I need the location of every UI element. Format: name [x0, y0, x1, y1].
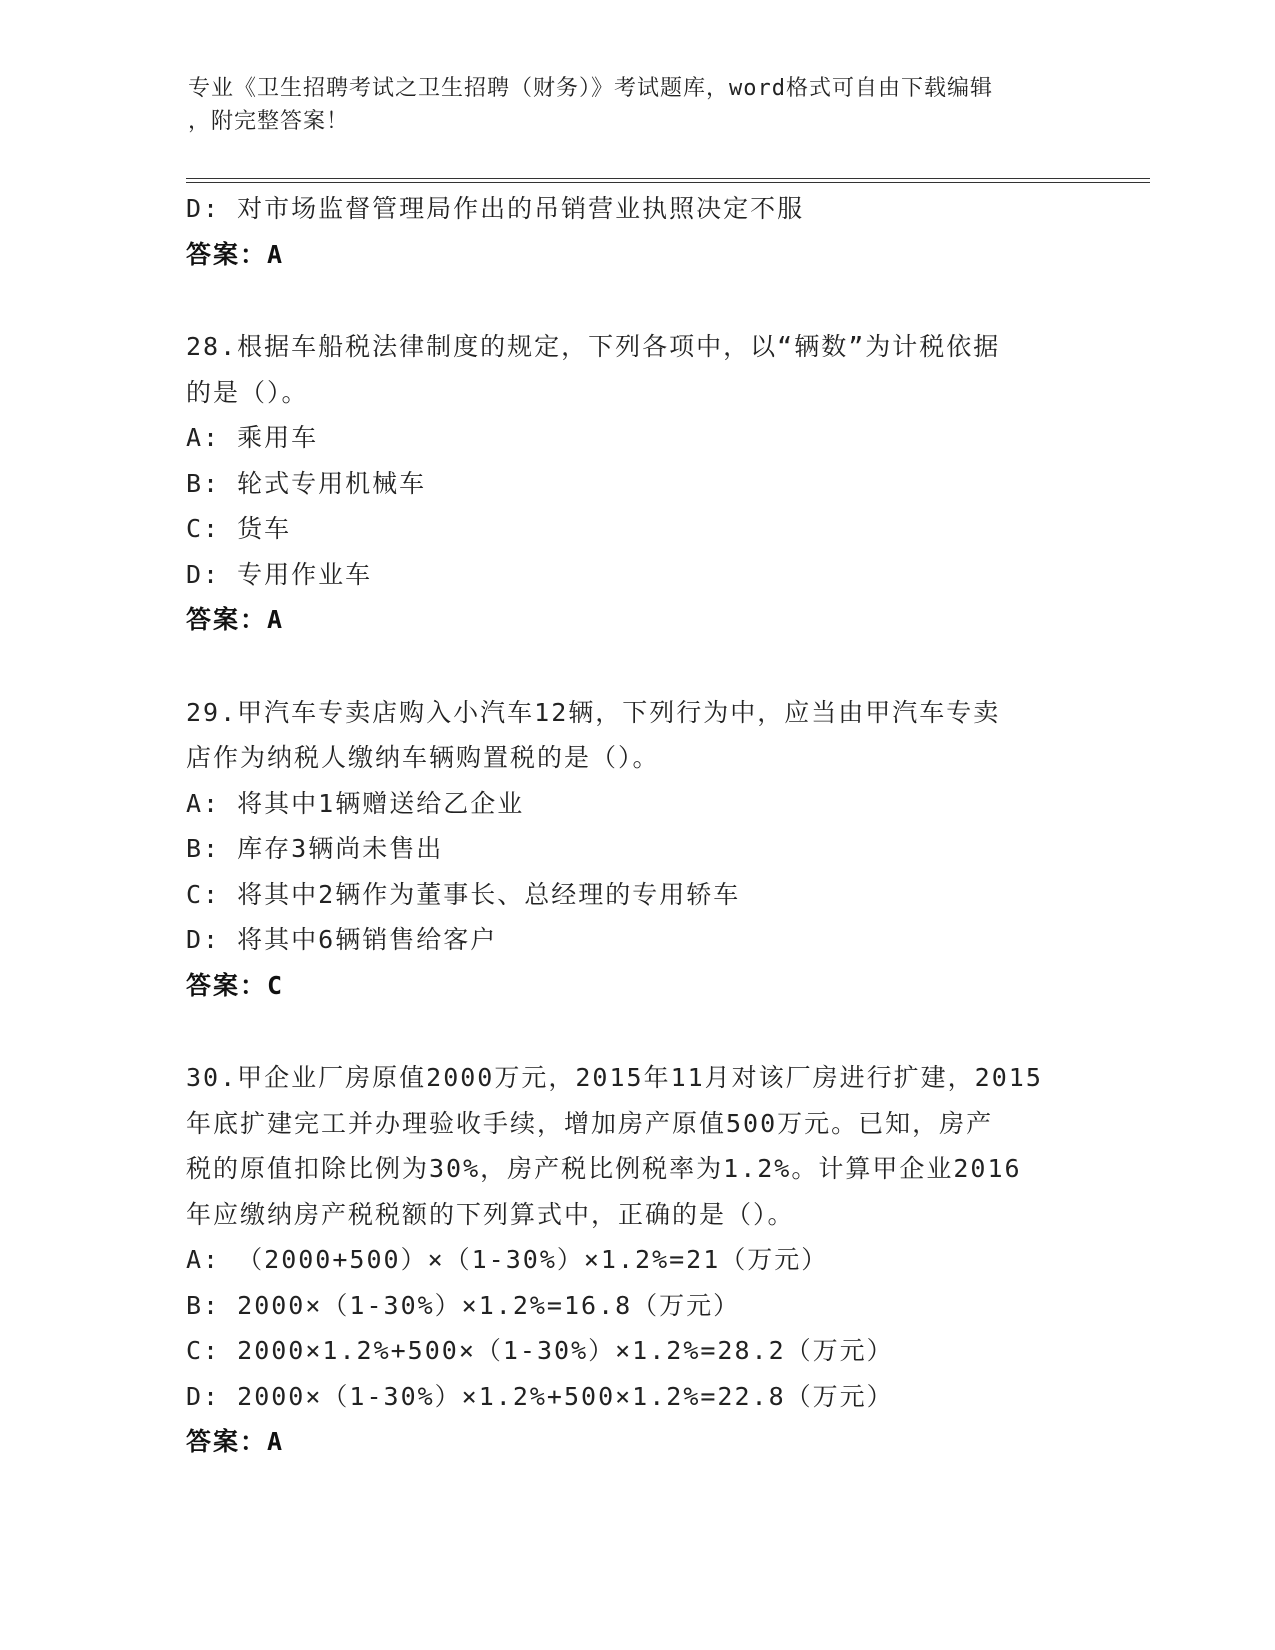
- answer-line: 答案：A: [186, 605, 285, 634]
- answer-line: 答案：C: [186, 970, 285, 1000]
- option-d: D: 将其中6辆销售给客户: [186, 925, 498, 954]
- question-content: [186, 186, 1086, 1465]
- answer-line: 答案：A: [186, 239, 285, 269]
- page-header: [188, 72, 1088, 138]
- question-stem-line: 店作为纳税人缴纳车辆购置税的是（）。: [186, 743, 660, 772]
- question-stem-line: 的是（）。: [186, 377, 309, 407]
- option-d: D: 对市场监督管理局作出的吊销营业执照决定不服: [186, 194, 805, 223]
- option-d: D: 2000×（1-30%）×1.2%+500×1.2%=22.8（万元）: [186, 1381, 894, 1411]
- question-stem-line: 29.甲汽车专卖店购入小汽车12辆，下列行为中，应当由甲汽车专卖: [186, 697, 1001, 727]
- question-28: [186, 324, 1086, 643]
- header-rule-top: [186, 178, 1150, 179]
- option-b: B: 2000×（1-30%）×1.2%=16.8（万元）: [186, 1290, 741, 1320]
- option-c: C: 货车: [186, 514, 292, 543]
- option-a: A: 乘用车: [186, 423, 319, 452]
- question-stem-line: 税的原值扣除比例为30%，房产税比例税率为1.2%。计算甲企业2016: [186, 1154, 1022, 1183]
- option-c: C: 2000×1.2%+500×（1-30%）×1.2%=28.2（万元）: [186, 1336, 894, 1365]
- question-stem-line: 年应缴纳房产税税额的下列算式中，正确的是（）。: [186, 1199, 795, 1229]
- option-b: B: 轮式专用机械车: [186, 468, 427, 498]
- option-b: B: 库存3辆尚未售出: [186, 834, 444, 863]
- spacer: [186, 1008, 1086, 1055]
- answer-line: 答案：A: [186, 1427, 285, 1456]
- option-a: A: 将其中1辆赠送给乙企业: [186, 788, 525, 818]
- question-stem-line: 年底扩建完工并办理验收手续，增加房产原值500万元。已知，房产: [186, 1108, 994, 1138]
- question-30: [186, 1055, 1086, 1465]
- question-stem-line: 30.甲企业厂房原值2000万元，2015年11月对该厂房进行扩建，2015: [186, 1063, 1043, 1092]
- spacer: [186, 277, 1086, 324]
- question-29: [186, 690, 1086, 1009]
- option-c: C: 将其中2辆作为董事长、总经理的专用轿车: [186, 879, 741, 909]
- spacer: [186, 643, 1086, 690]
- question-stem-line: 28.根据车船税法律制度的规定，下列各项中，以“辆数”为计税依据: [186, 332, 1001, 361]
- header-rule-bottom: [186, 182, 1150, 183]
- header-line-2: ，附完整答案！: [188, 109, 350, 134]
- header-line-1: 专业《卫生招聘考试之卫生招聘（财务）》考试题库，word格式可自由下载编辑: [188, 76, 993, 101]
- previous-question-tail: [186, 186, 1086, 277]
- option-d: D: 专用作业车: [186, 559, 373, 589]
- option-a: A: （2000+500）×（1-30%）×1.2%=21（万元）: [186, 1245, 829, 1274]
